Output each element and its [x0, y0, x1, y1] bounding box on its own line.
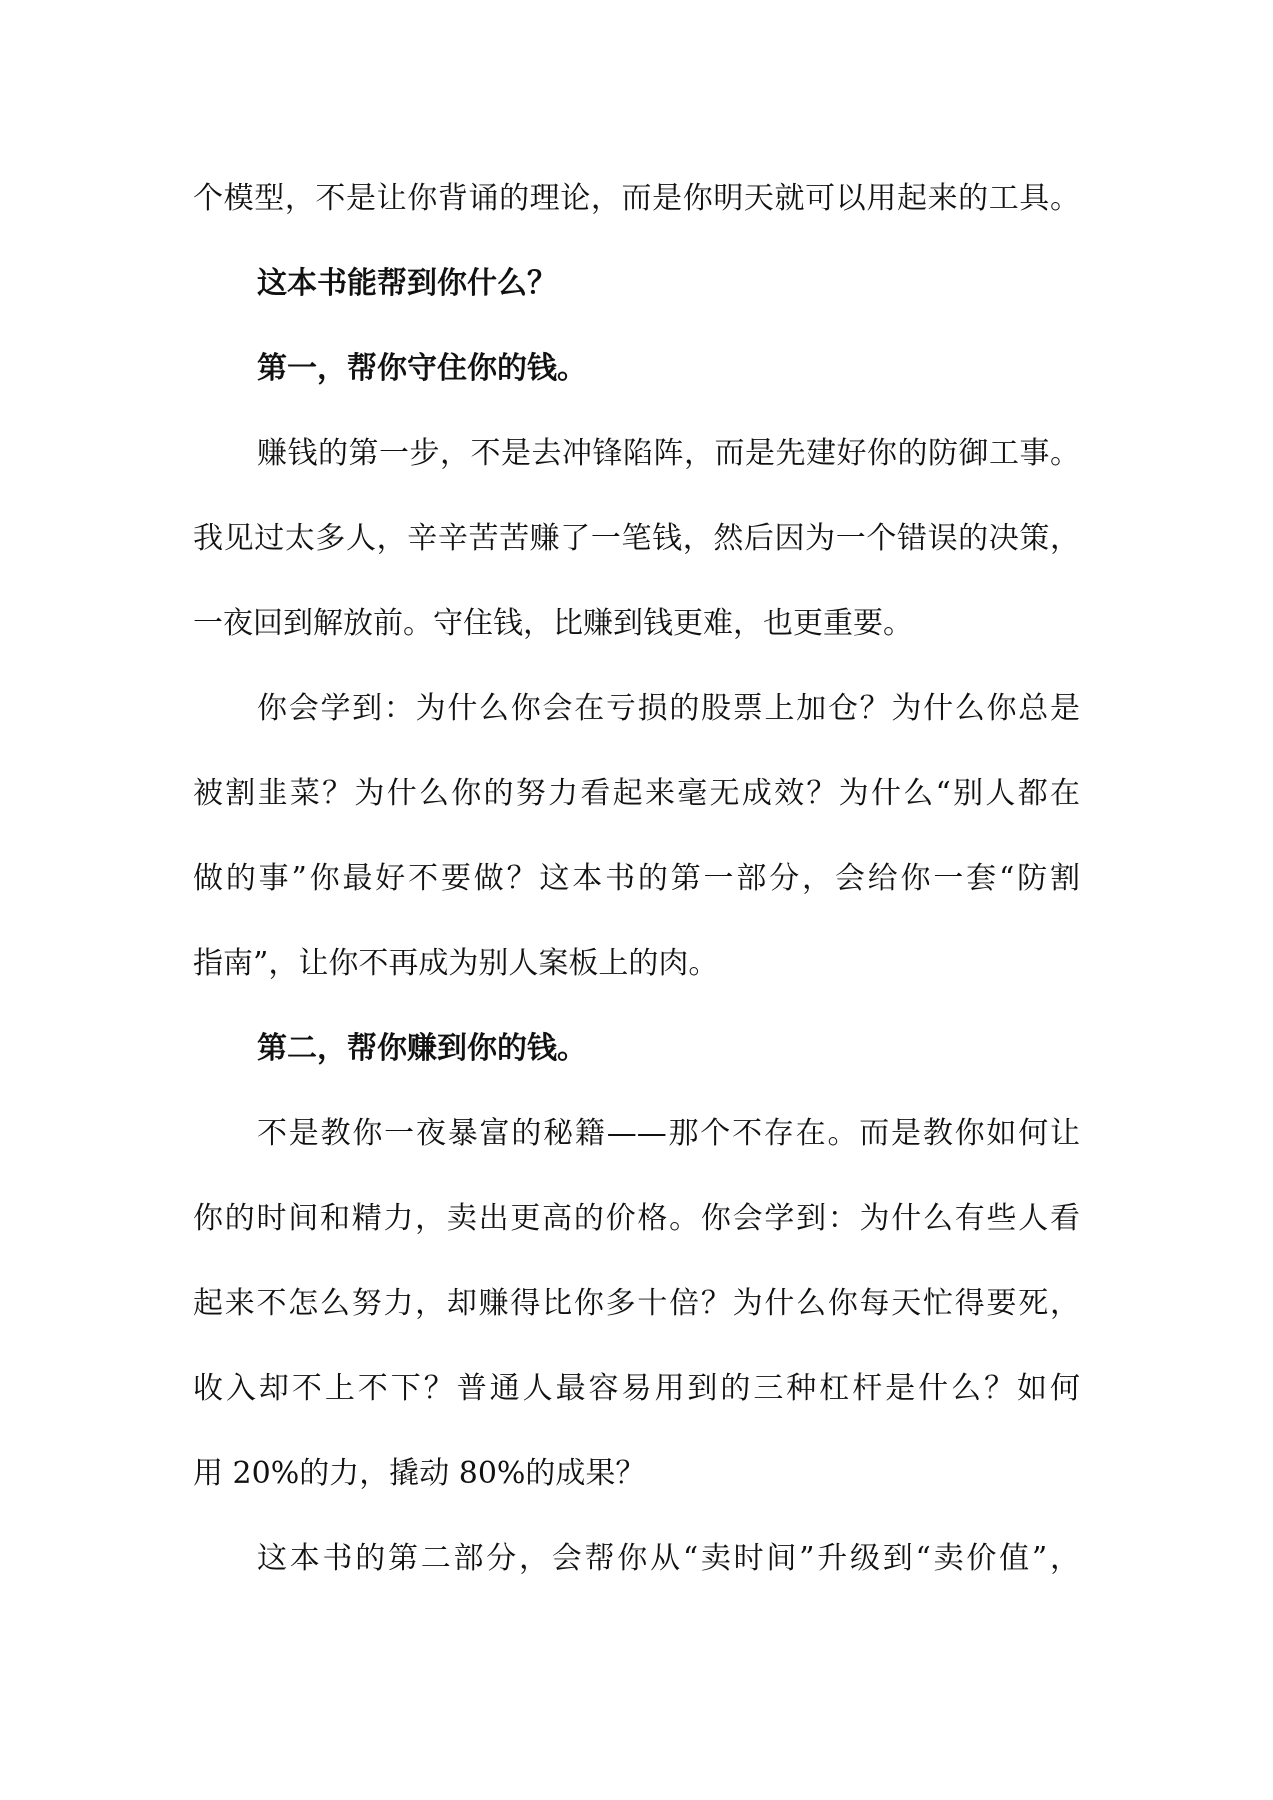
- paragraph-line: 收入却不上不下？普通人最容易用到的三种杠杆是什么？如何: [193, 1371, 1080, 1406]
- paragraph-line: 被割韭菜？为什么你的努力看起来毫无成效？为什么“别人都在: [193, 776, 1080, 811]
- section-2-paragraph-1: [193, 1091, 1080, 1516]
- paragraph-line: 用 20%的力，撬动 80%的成果？: [193, 1456, 646, 1491]
- paragraph-line: 你会学到：为什么你会在亏损的股票上加仓？为什么你总是: [257, 691, 1080, 726]
- paragraph-line: 赚钱的第一步，不是去冲锋陷阵，而是先建好你的防御工事。: [257, 436, 1080, 471]
- paragraph-line: 你的时间和精力，卖出更高的价格。你会学到：为什么有些人看: [193, 1201, 1080, 1236]
- paragraph-continuation-line: 个模型，不是让你背诵的理论，而是你明天就可以用起来的工具。: [193, 181, 1080, 216]
- section-2-paragraph-2: [193, 1516, 1080, 1601]
- section-1-paragraph-2: [193, 666, 1080, 1006]
- paragraph-line: 指南”，让你不再成为别人案板上的肉。: [193, 946, 719, 981]
- paragraph-line: 不是教你一夜暴富的秘籍——那个不存在。而是教你如何让: [257, 1116, 1080, 1151]
- paragraph-line: 做的事”你最好不要做？这本书的第一部分，会给你一套“防割: [193, 861, 1080, 896]
- paragraph-line: 起来不怎么努力，却赚得比你多十倍？为什么你每天忙得要死，: [193, 1286, 1080, 1321]
- paragraph-line: 一夜回到解放前。守住钱，比赚到钱更难，也更重要。: [193, 606, 913, 641]
- section-1-heading: 第一，帮你守住你的钱。: [257, 351, 587, 386]
- body-text: [193, 156, 1080, 1601]
- paragraph-line: 这本书的第二部分，会帮你从“卖时间”升级到“卖价值”，: [257, 1541, 1080, 1576]
- section-question-heading: 这本书能帮到你什么？: [257, 266, 557, 301]
- section-1-paragraph-1: [193, 411, 1080, 666]
- section-2-heading: 第二，帮你赚到你的钱。: [257, 1031, 587, 1066]
- paragraph-line: 我见过太多人，辛辛苦苦赚了一笔钱，然后因为一个错误的决策，: [193, 521, 1080, 556]
